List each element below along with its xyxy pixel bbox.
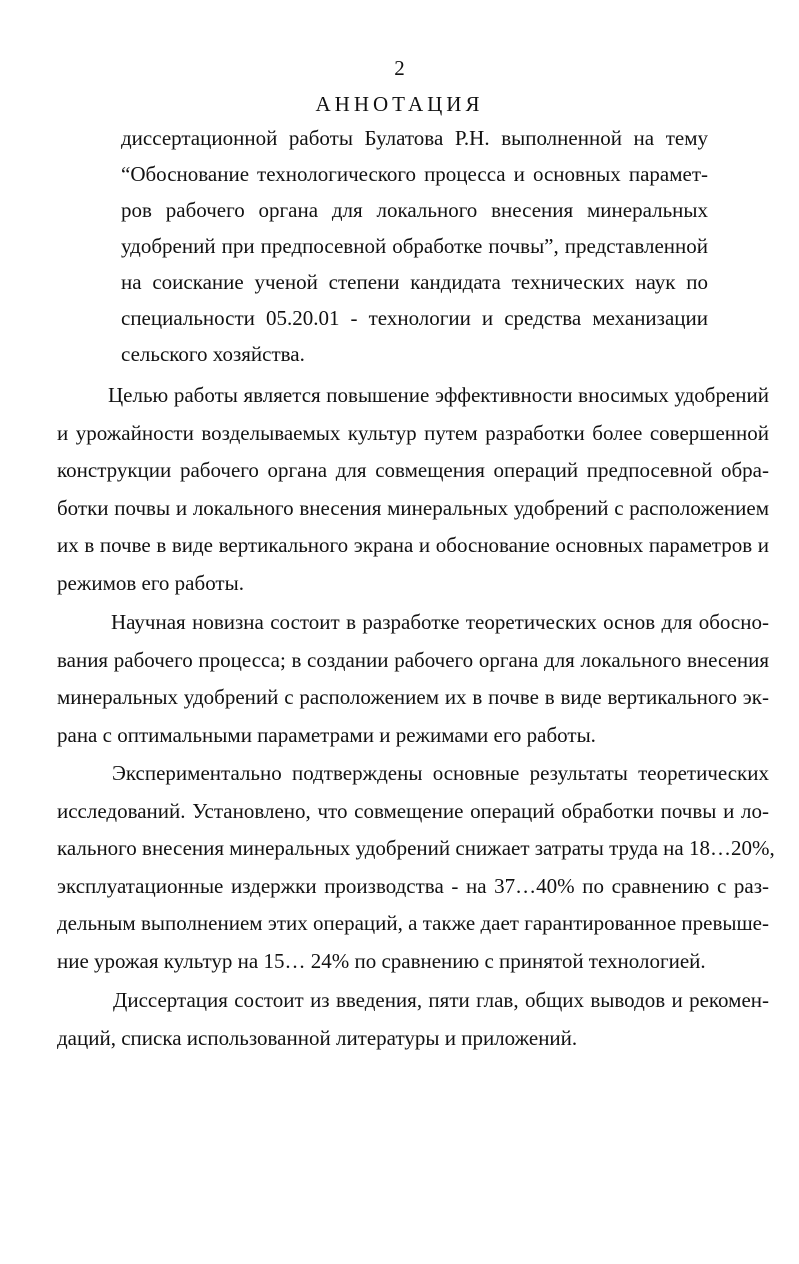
intro-line: диссертационной работы Булатова Р.Н. выполненной на тему: [121, 126, 708, 150]
intro-line: специальности 05.20.01 - технологии и средства механизации: [121, 306, 708, 330]
paragraph-line: Научная новизна состоит в разработке теоретических основ для обосно-: [111, 610, 769, 634]
paragraph-line: даций, списка использованной литературы и приложений.: [57, 1026, 578, 1050]
intro-line: сельского хозяйства.: [121, 342, 305, 366]
paragraph-line: Целью работы является повышение эффективности вносимых удобрений: [108, 383, 769, 407]
paragraph-line: их в почве в виде вертикального экрана и обоснование основных параметров и: [57, 533, 769, 557]
intro-line: ров рабочего органа для локального внесения минеральных: [121, 198, 708, 222]
intro-line: “Обоснование технологического процесса и основных парамет-: [121, 162, 708, 186]
paragraph-line: эксплуатационные издержки производства - на 37…40% по сравнению с раз-: [57, 874, 769, 898]
paragraph-line: кального внесения минеральных удобрений снижает затраты труда на 18…20%,: [57, 836, 775, 860]
paragraph-line: и урожайности возделываемых культур путем разработки более совершенной: [57, 421, 769, 445]
paragraph-line: минеральных удобрений с расположением их в почве в виде вертикального эк-: [57, 685, 769, 709]
page-title: АННОТАЦИЯ: [315, 92, 484, 116]
paragraph-line: ботки почвы и локального внесения минеральных удобрений с расположением: [57, 496, 769, 520]
page-number: 2: [394, 56, 405, 80]
paragraph-line: дельным выполнением этих операций, а также дает гарантированное превыше-: [57, 911, 769, 935]
paragraph-line: Диссертация состоит из введения, пяти глав, общих выводов и рекомен-: [113, 988, 769, 1012]
paragraph-line: режимов его работы.: [57, 571, 244, 595]
intro-line: на соискание ученой степени кандидата технических наук по: [121, 270, 708, 294]
paragraph-line: рана с оптимальными параметрами и режимами его работы.: [57, 723, 596, 747]
paragraph-line: вания рабочего процесса; в создании рабочего органа для локального внесения: [57, 648, 769, 672]
paragraph-line: Экспериментально подтверждены основные результаты теоретических: [112, 761, 769, 785]
paragraph-line: конструкции рабочего органа для совмещения операций предпосевной обра-: [57, 458, 769, 482]
paragraph-line: ние урожая культур на 15… 24% по сравнению с принятой технологией.: [57, 949, 706, 973]
intro-line: удобрений при предпосевной обработке почвы”, представленной: [121, 234, 708, 258]
paragraph-line: исследований. Установлено, что совмещение операций обработки почвы и ло-: [57, 799, 769, 823]
